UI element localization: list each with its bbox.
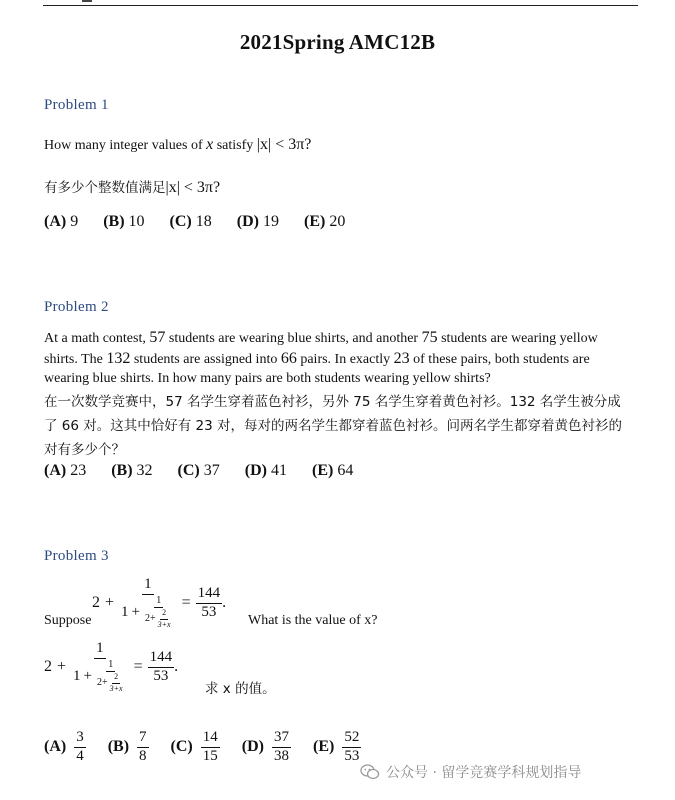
p1-cn-text: 有多少个整数值满足	[44, 180, 166, 196]
choice-letter: (C)	[177, 462, 200, 479]
frac-num: 3	[74, 730, 86, 748]
choice-value: 20	[329, 213, 346, 230]
choice-fraction	[201, 730, 220, 765]
choice-value: 9	[70, 213, 79, 230]
eq-op: =	[181, 594, 191, 612]
eq-op: +	[57, 658, 67, 676]
question-chinese: 求 x 的值。	[205, 681, 276, 697]
choice-a[interactable]	[44, 730, 86, 765]
frac-num: 2	[160, 609, 168, 619]
choice-value: 10	[128, 213, 145, 230]
frac-den	[143, 608, 175, 629]
p2-num: 57	[149, 329, 166, 346]
frac-num: 14	[201, 730, 220, 748]
choice-b[interactable]	[103, 213, 144, 231]
eq-term: 2	[97, 676, 102, 688]
frac-den: 3+x	[109, 683, 123, 693]
p1-text-mid: satisfy	[213, 138, 257, 153]
choice-a[interactable]	[44, 462, 86, 480]
choice-c[interactable]	[171, 730, 220, 765]
choice-c[interactable]	[178, 462, 220, 480]
problem-1-english	[44, 135, 634, 156]
choice-value: 18	[195, 213, 212, 230]
frac-den: 38	[273, 747, 289, 764]
choice-value: 64	[337, 462, 354, 479]
eq-op: +	[131, 603, 140, 620]
equation-chinese	[44, 641, 178, 693]
frac-den: 8	[139, 747, 147, 764]
watermark	[360, 762, 581, 782]
frac-num: 1	[94, 641, 106, 659]
choice-b[interactable]	[108, 730, 149, 765]
equation-english	[92, 577, 226, 629]
choice-value: 37	[203, 462, 220, 479]
p2-num: 75	[421, 329, 438, 346]
frac-den: 3+x	[157, 619, 171, 629]
choice-letter: (C)	[170, 738, 193, 756]
choice-letter: (B)	[103, 213, 125, 230]
innermost-fraction	[108, 673, 125, 693]
problem-3-choices	[44, 730, 383, 765]
question-text: What is the value of x?	[248, 613, 378, 628]
rhs-fraction	[196, 586, 223, 621]
choice-letter: (E)	[303, 213, 326, 230]
continued-fraction	[71, 641, 129, 693]
rhs-fraction	[148, 650, 175, 685]
suppose-text: Suppose	[44, 613, 92, 628]
frac-num: 1	[106, 660, 115, 673]
choice-letter: (E)	[311, 462, 334, 479]
frac-num: 1	[154, 596, 163, 609]
choice-value: 32	[136, 462, 153, 479]
frac-den: 53	[153, 667, 169, 684]
frac-num: 7	[137, 730, 149, 748]
choice-fraction	[74, 730, 86, 765]
watermark-text: 公众号 · 留学竞赛学科规划指导	[386, 765, 582, 781]
frac-num: 37	[272, 730, 291, 748]
problem-3-heading: Problem 3	[44, 548, 109, 564]
frac-den: 53	[344, 747, 360, 764]
p2-text: pairs. In exactly	[296, 351, 394, 367]
choice-value: 23	[70, 462, 87, 479]
choice-d[interactable]	[237, 213, 279, 231]
header-rule	[43, 5, 638, 6]
eq-term: 1	[73, 667, 81, 684]
frac-num: 1	[142, 577, 154, 595]
choice-d[interactable]	[245, 462, 287, 480]
frac-den	[71, 659, 129, 693]
choice-fraction	[342, 730, 361, 765]
choice-letter: (E)	[312, 738, 335, 756]
p2-text: students are wearing blue shirts, and another	[165, 331, 422, 346]
choice-fraction	[272, 730, 291, 765]
choice-fraction	[137, 730, 149, 765]
choice-letter: (A)	[44, 213, 67, 230]
eq-term: 1	[121, 603, 129, 620]
choice-e[interactable]	[312, 462, 353, 480]
frac-num: 52	[342, 730, 361, 748]
problem-2-chinese: 在一次数学竞赛中，57 名学生穿着蓝色衬衫，另外 75 名学生穿着黄色衬衫。132 名学生被分成了 66 对。这其中恰好有 23 对，每对的两名学生都穿着蓝色衬衫。问两名学生都穿着黄色衬衫的对有多少个？	[44, 394, 623, 458]
p2-text: At a math contest,	[44, 331, 150, 346]
eq-period: .	[222, 594, 227, 612]
wechat-icon	[360, 764, 380, 780]
eq-period: .	[174, 658, 179, 676]
eq-term: 2	[92, 594, 100, 612]
choice-a[interactable]	[44, 213, 78, 231]
p1-text: How many integer values of	[44, 138, 207, 153]
problem-2-heading: Problem 2	[44, 299, 109, 315]
choice-e[interactable]	[313, 730, 361, 765]
choice-letter: (D)	[244, 462, 267, 479]
innermost-fraction	[156, 609, 173, 629]
choice-b[interactable]	[111, 462, 152, 480]
p2-text: students are wearing yellow shirts. The	[44, 331, 598, 367]
inner-fraction	[95, 660, 127, 693]
choice-e[interactable]	[304, 213, 345, 231]
choice-value: 19	[262, 213, 279, 230]
p2-text: of these pairs, both students are wearing blue shirts. In how many pairs are both students wearing yellow shirts?	[44, 351, 590, 386]
problem-1-chinese	[44, 176, 634, 200]
problem-1-choices	[44, 213, 366, 231]
eq-op: +	[83, 667, 92, 684]
choice-letter: (A)	[44, 462, 67, 479]
p2-text: students are assigned into	[130, 351, 281, 367]
header-mark	[82, 0, 92, 2]
problem-2-english	[44, 328, 634, 389]
choice-letter: (D)	[241, 738, 264, 756]
p1-var: x	[206, 136, 214, 153]
problem-1-heading: Problem 1	[44, 97, 109, 113]
eq-op: +	[150, 612, 156, 624]
document-title: 2021Spring AMC12B	[239, 30, 436, 54]
frac-num: 144	[148, 650, 175, 668]
choice-letter: (B)	[107, 738, 130, 756]
choice-c[interactable]	[170, 213, 212, 231]
p1-cn-inequality: |x| < 3π?	[165, 179, 221, 196]
problem-2-choices	[44, 462, 374, 480]
choice-value: 41	[270, 462, 287, 479]
frac-num: 2	[112, 673, 120, 683]
eq-op: +	[102, 676, 108, 688]
p2-num: 23	[393, 349, 410, 367]
eq-term: 2	[145, 612, 150, 624]
choice-letter: (A)	[44, 738, 67, 756]
p2-num: 66	[280, 349, 297, 367]
eq-op: =	[133, 658, 143, 676]
choice-letter: (D)	[236, 213, 259, 230]
frac-den	[95, 672, 127, 693]
frac-den	[119, 595, 177, 629]
frac-den: 53	[201, 603, 217, 620]
eq-term: 2	[44, 658, 52, 676]
inner-fraction	[143, 596, 175, 629]
continued-fraction	[119, 577, 177, 629]
frac-den: 15	[202, 747, 218, 764]
choice-d[interactable]	[242, 730, 291, 765]
frac-den: 4	[76, 747, 84, 764]
choice-letter: (B)	[111, 462, 133, 479]
frac-num: 144	[196, 586, 223, 604]
choice-letter: (C)	[169, 213, 192, 230]
eq-op: +	[105, 594, 115, 612]
p2-num: 132	[106, 349, 131, 367]
p1-inequality: |x| < 3π?	[256, 136, 312, 153]
